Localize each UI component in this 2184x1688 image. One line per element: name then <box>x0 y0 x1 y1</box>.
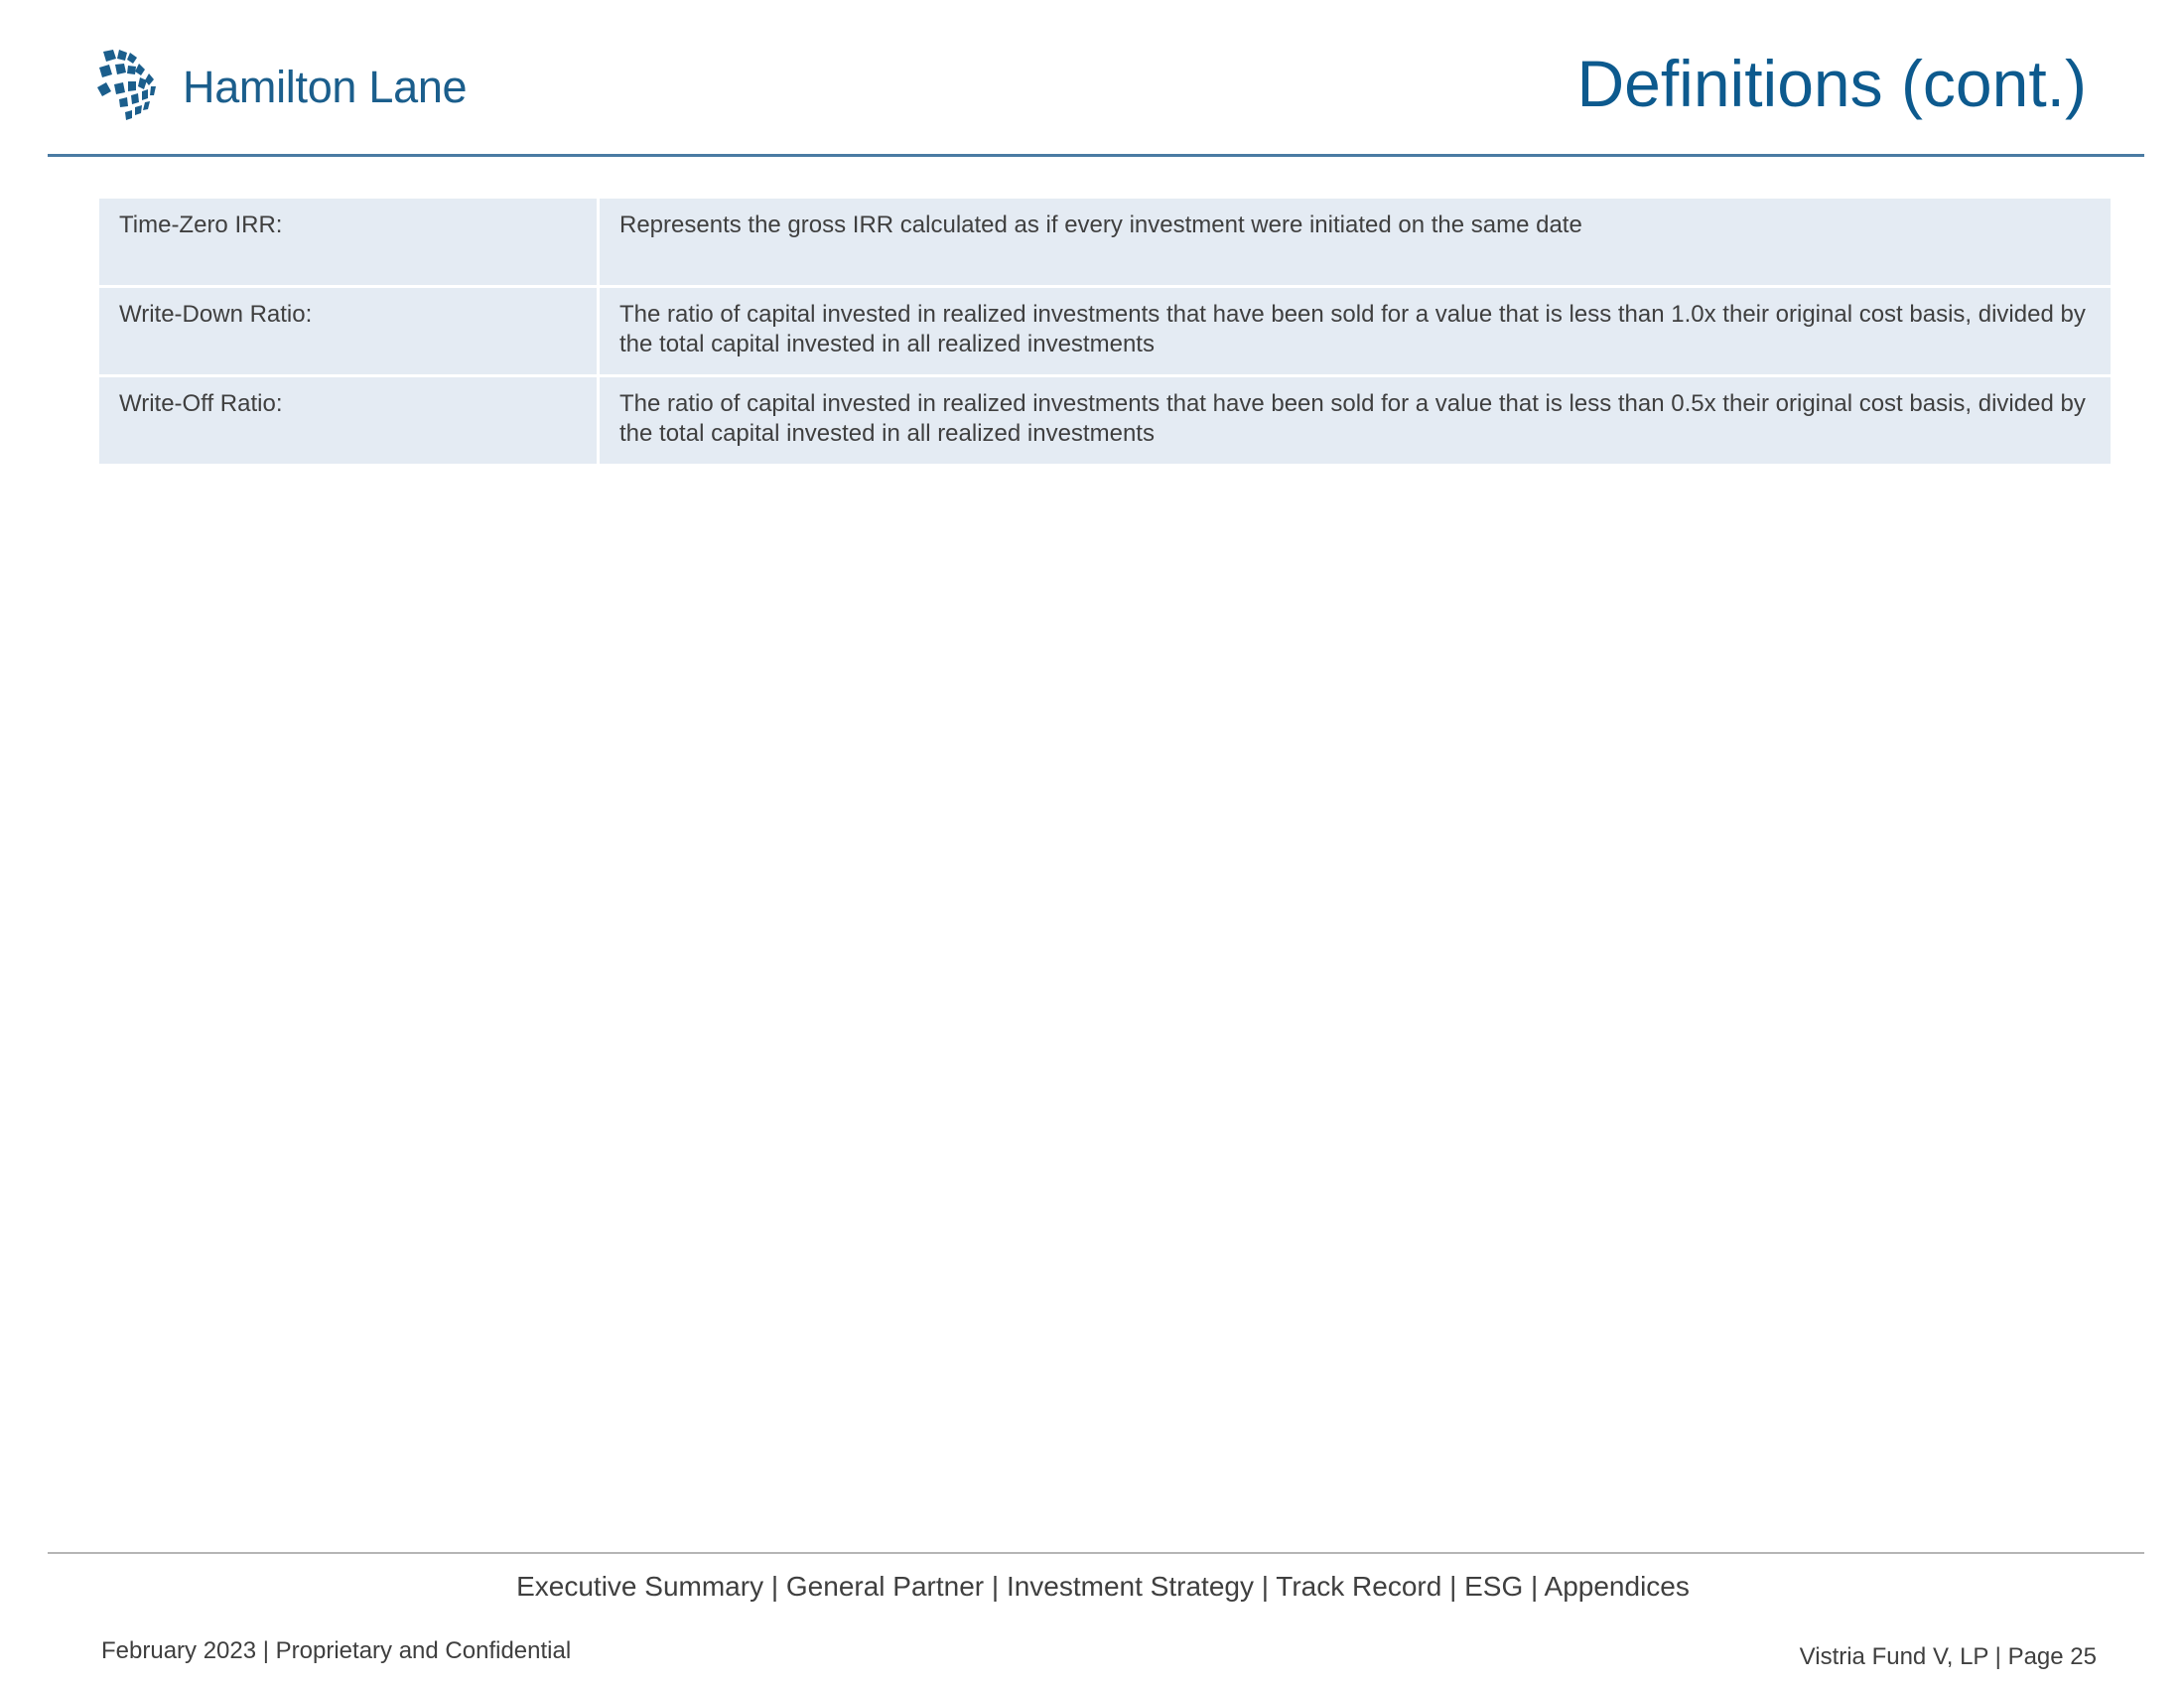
logo-wordmark: Hamilton Lane <box>183 62 468 112</box>
definitions-table <box>99 199 2111 467</box>
table-row <box>99 199 2111 285</box>
hamilton-lane-logo <box>97 50 467 125</box>
table-row <box>99 288 2111 374</box>
footer-date-confidential: February 2023 | Proprietary and Confidential <box>101 1637 572 1664</box>
hamilton-lane-logo-icon <box>97 50 169 125</box>
page-title: Definitions (cont.) <box>1576 47 2087 120</box>
definition-description: The ratio of capital invested in realized investments that have been sold for a value that is less than 0.5x their original cost basis, divided by the total capital invested in all realized investments <box>600 377 2111 464</box>
definition-description: Represents the gross IRR calculated as if every investment were initiated on the same date <box>600 199 2111 285</box>
section-navigation[interactable]: Executive Summary | General Partner | Investment Strategy | Track Record | ESG | Appendices <box>516 1571 1690 1602</box>
definition-description: The ratio of capital invested in realized investments that have been sold for a value that is less than 1.0x their original cost basis, divided by the total capital invested in all realized investments <box>600 288 2111 374</box>
footer-divider <box>48 1552 2144 1554</box>
page-header <box>0 0 2184 159</box>
table-row <box>99 377 2111 464</box>
definition-term: Write-Down Ratio: <box>99 288 597 374</box>
header-divider <box>48 154 2144 157</box>
definition-term: Time-Zero IRR: <box>99 199 597 285</box>
footer-page-number: Vistria Fund V, LP | Page 25 <box>1799 1643 2097 1670</box>
definition-term: Write-Off Ratio: <box>99 377 597 464</box>
